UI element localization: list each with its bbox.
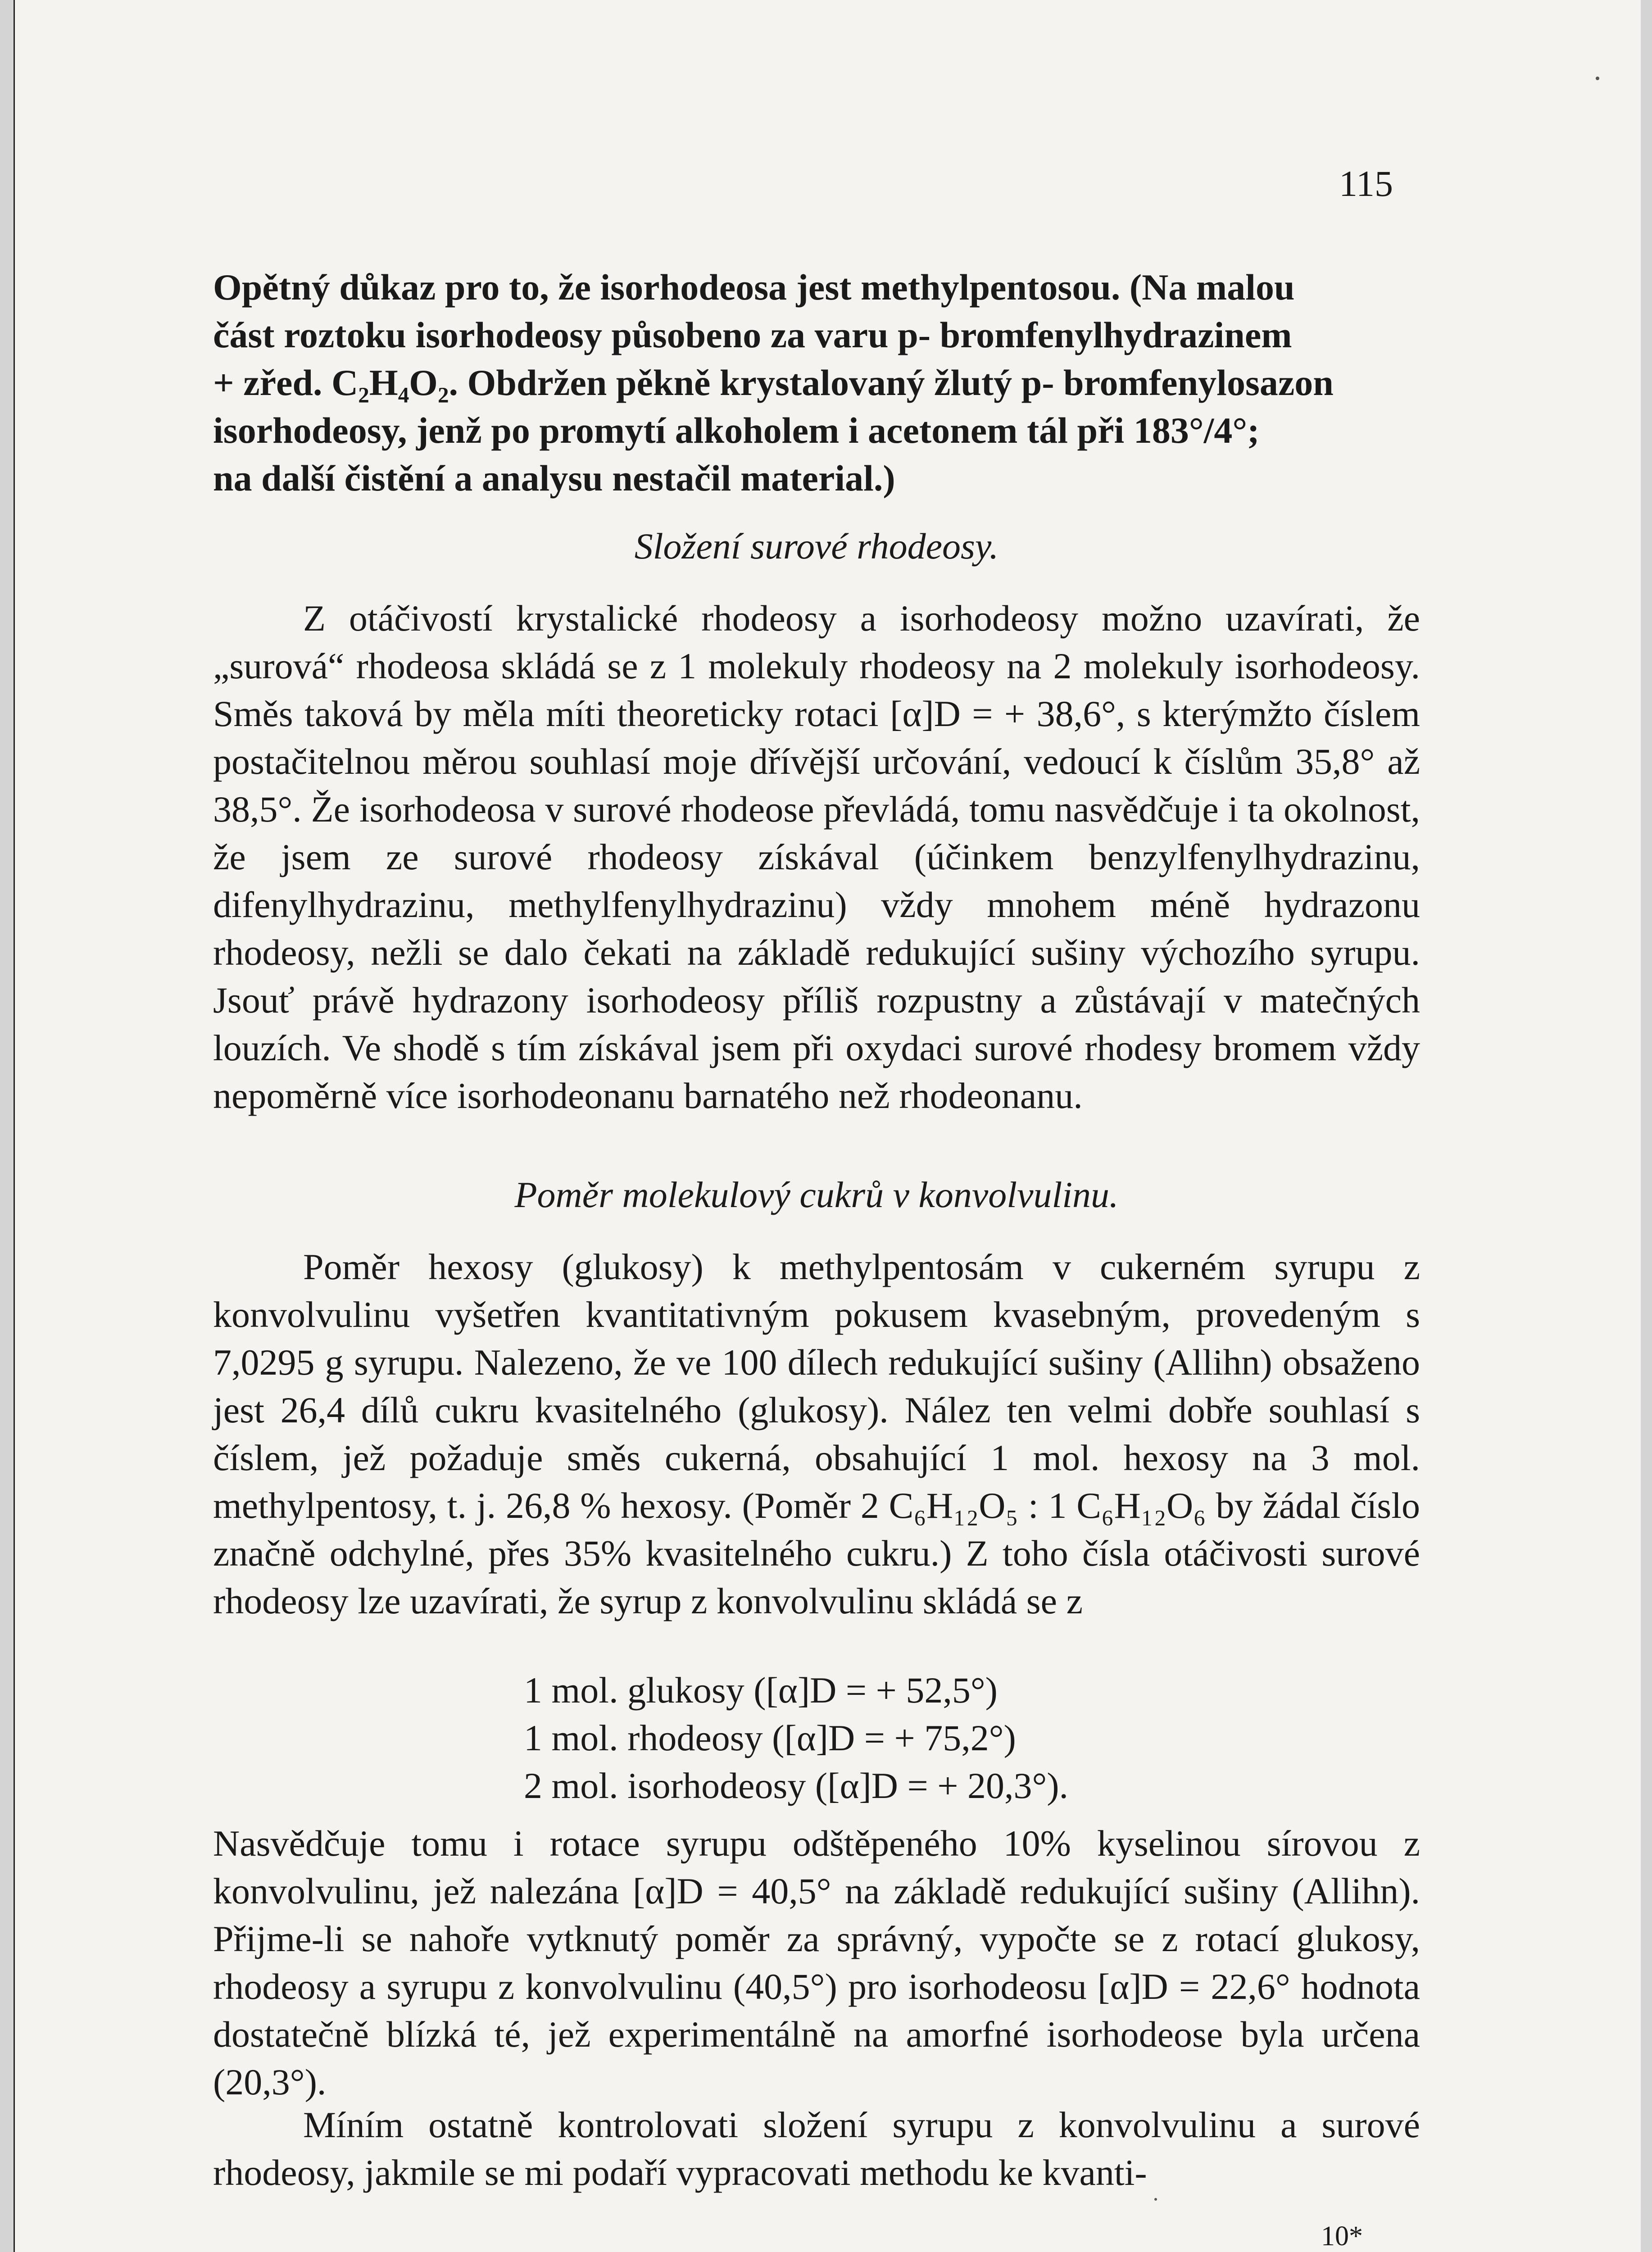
formula-line-rhodeose: 1 mol. rhodeosy ([α]D = + 75,2°) <box>524 1717 1016 1758</box>
paragraph-1-line: Opětný důkaz pro to, že isorhodeosa jest methylpentosou. (Na malou <box>213 267 1295 308</box>
book-page <box>14 0 1641 2252</box>
paragraph-3-text: Poměr hexosy (glukosy) k methylpentosám v cukerném syrupu z konvolvulinu vyšetřen kvantitativným pokusem kvasebným, provedeným s 7,0295 g syrupu. Nalezeno, že ve 100 dílech redukující sušiny (Allihn) obsaženo jest 26,4 dílů cukru kvasitelného (glukosy). Nález ten velmi dobře souhlasí s číslem, jež požaduje směs cukerná, obsahující 1 mol. hexosy na 3 mol. methylpentosy, t. j. 26,8 % hexosy. (Poměr 2 C₆H₁₂O₅ : 1 C₆H₁₂O₆ by žádal číslo značně odchylné, přes 35% kvasitelného cukru.) Z toho čísla otáčivosti surové rhodeosy lze uzavírati, že syrup z konvolvulinu skládá se z <box>213 1246 1420 1621</box>
paragraph-4 <box>213 1820 1420 2106</box>
formula-block <box>524 1666 1068 1810</box>
scan-speck <box>1154 2198 1157 2201</box>
paragraph-3 <box>213 1243 1420 1625</box>
paragraph-1-line: isorhodeosy, jenž po promytí alkoholem i acetonem tál při 183°/4°; <box>213 410 1260 451</box>
section-heading-composition: Složení surové rhodeosy. <box>634 526 999 567</box>
paragraph-1-line: + zřed. C₂H₄O₂. Obdržen pěkně krystalovaný žlutý p- bromfenylosazon <box>213 362 1334 403</box>
paragraph-1-line: část roztoku isorhodeosy působeno za varu p- bromfenylhydrazinem <box>213 314 1292 355</box>
paragraph-2-text: Z otáčivostí krystalické rhodeosy a isorhodeosy možno uzavírati, že „surová“ rhodeosa skládá se z 1 molekuly rhodeosy na 2 molekuly isorhodeosy. Směs taková by měla míti theoreticky rotaci [α]D = + 38,6°, s kterýmžto číslem postačitelnou měrou souhlasí moje dřívější určování, vedoucí k číslům 35,8° až 38,5°. Že isorhodeosa v surové rhodeose převládá, tomu nasvědčuje i ta okolnost, že jsem ze surové rhodeosy získával (účinkem benzylfenylhydrazinu, difenylhydrazinu, methylfenylhydrazinu) vždy mnohem méně hydrazonu rhodeosy, nežli se dalo čekati na základě redukující sušiny výchozího syrupu. Jsouť právě hydrazony isorhodeosy příliš rozpustny a zůstávají v matečných louzích. Ve shodě s tím získával jsem při oxydaci surové rhodesy bromem vždy nepoměrně více isorhodeonanu barnatého než rhodeonanu. <box>213 598 1420 1116</box>
paragraph-2 <box>213 595 1420 1120</box>
paragraph-5 <box>213 2101 1420 2197</box>
formula-line-isorhodeose: 2 mol. isorhodeosy ([α]D = + 20,3°). <box>524 1765 1069 1806</box>
paragraph-5-text: Míním ostatně kontrolovati složení syrupu z konvolvulinu a surové rhodeosy, jakmile se mi podaří vypracovati methodu ke kvanti- <box>213 2104 1420 2193</box>
signature-mark: 10* <box>1321 2221 1363 2252</box>
page-number: 115 <box>1339 163 1393 204</box>
paragraph-4-text: Nasvědčuje tomu i rotace syrupu odštěpeného 10% kyselinou sírovou z konvolvulinu, jež nalezána [α]D = 40,5° na základě redukující sušiny (Allihn). Přijme-li se nahoře vytknutý poměr za správný, vypočte se z rotací glukosy, rhodeosy a syrupu z konvolvulinu (40,5°) pro isorhodeosu [α]D = 22,6° hodnota dostatečně blízká té, jež experimentálně na amorfné isorhodeose byla určena (20,3°). <box>213 1823 1420 2102</box>
scan-speck <box>1596 77 1599 80</box>
paragraph-1 <box>213 263 1420 502</box>
section-heading-molar-ratio: Poměr molekulový cukrů v konvolvulinu. <box>514 1174 1119 1215</box>
formula-line-glucose: 1 mol. glukosy ([α]D = + 52,5°) <box>524 1670 998 1711</box>
paragraph-1-line: na další čistění a analysu nestačil material.) <box>213 458 895 499</box>
